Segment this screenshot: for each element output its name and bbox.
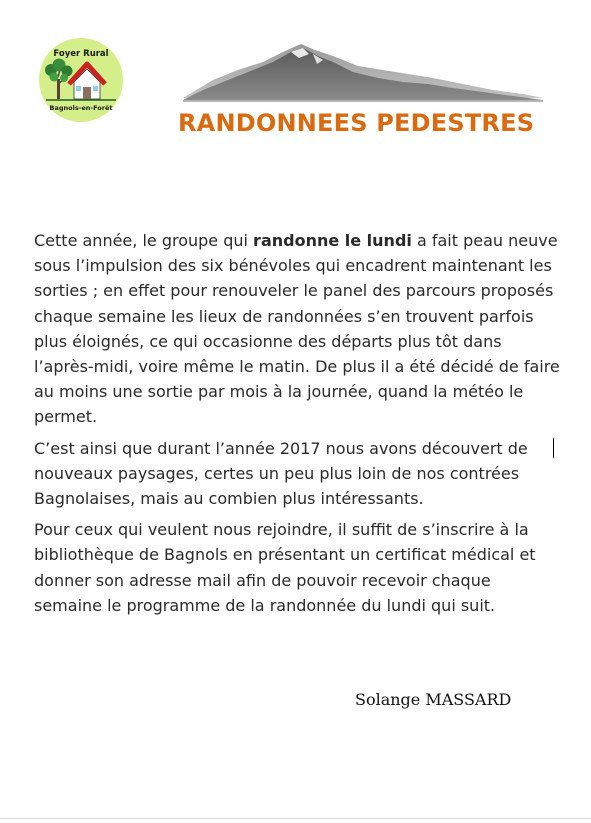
- paragraph-2: C’est ainsi que durant l’année 2017 nous avons découvert de nouveaux paysages, certes un peu plus loin de nos contrées Bagnolaises, mais au combien plus intéressants.: [34, 438, 528, 509]
- logo-top-text: Foyer Rural: [53, 49, 109, 59]
- mountains-image: [183, 40, 543, 102]
- paragraph-1: [34, 228, 560, 430]
- page-title: RANDONNEES PEDESTRES: [178, 109, 535, 137]
- page-bottom-edge: [0, 818, 591, 819]
- foyer-rural-logo: [38, 37, 124, 123]
- paragraph-1-rest: a fait peau neuve sous l’impulsion des six bénévoles qui encadrent maintenant les sorties ; en effet pour renouveler le panel des parcours proposés chaque semaine les lieux de randonnées s’en trouvent parfois plus éloignés, ce qui occasionne des départs plus tôt dans l’après-midi, voire même le matin. De plus il a été décidé de faire au moins une sortie par mois à la journée, quand la météo le permet.: [34, 231, 560, 427]
- paragraph-1-start: Cette année, le groupe qui: [34, 231, 254, 250]
- paragraph-3: Pour ceux qui veulent nous rejoindre, il suffit de s’inscrire à la bibliothèque de Bagnols en présentant un certificat médical et donner son adresse mail afin de pouvoir recevoir chaque semaine le programme de la randonnée du lundi qui suit.: [34, 520, 536, 615]
- article-body: [34, 228, 560, 624]
- logo-graphic: [38, 37, 124, 123]
- signature: Solange MASSARD: [355, 690, 512, 709]
- logo-bottom-text: Bagnols-en-Forêt: [49, 104, 113, 112]
- paragraph-1-emphasis: randonne le lundi: [253, 231, 412, 250]
- text-cursor: [553, 438, 554, 458]
